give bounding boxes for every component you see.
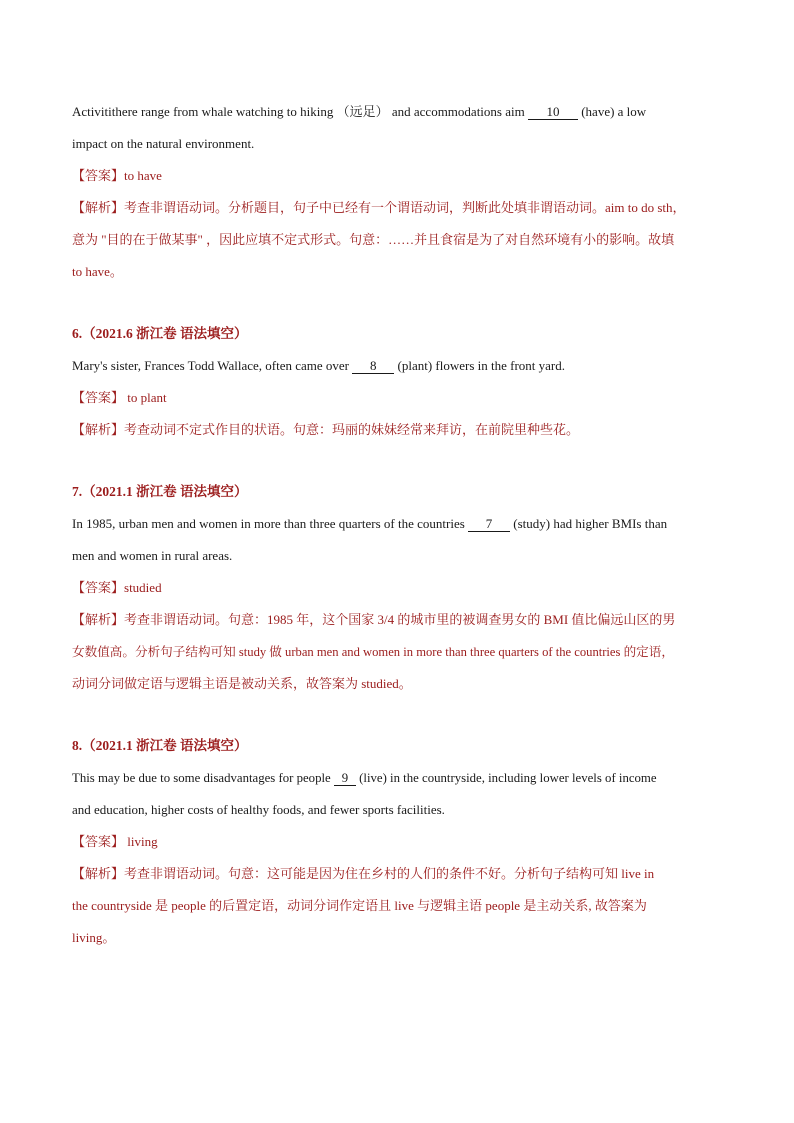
q5-analysis-3: to have。 <box>72 264 123 279</box>
q8-analysis-3: living。 <box>72 930 116 945</box>
analysis-tag: 【解析】 <box>72 422 125 437</box>
q8-analysis-2: the countryside 是 people 的后置定语，动词分词作定语且 live 与逻辑主语 people 是主动关系, 故答案为 <box>72 898 647 913</box>
q6-analysis-1 <box>72 414 724 446</box>
q8-question-line-1 <box>72 762 724 794</box>
analysis-tag: 【解析】 <box>72 612 125 627</box>
analysis-text: 考查动词不定式作目的状语。句意：玛丽的妹妹经常来拜访，在前院里种些花。 <box>124 422 580 437</box>
q8-question-line-2: and education, higher costs of healthy foods, and fewer sports facilities. <box>72 802 445 817</box>
answer-text: living <box>124 834 158 849</box>
q7-analysis-1 <box>72 604 724 636</box>
q8-text: (live) in the countryside, including lower levels of income <box>355 771 657 785</box>
q8-blank: 9 <box>334 771 356 786</box>
q7-heading: 7.（2021.1 浙江卷 语法填空） <box>72 484 248 499</box>
analysis-text: 考查非谓语动词。句意：这可能是因为住在乡村的人们的条件不好。分析句子结构可知 live in <box>124 866 655 881</box>
q8-analysis-1 <box>72 858 724 890</box>
q5-blank: 10 <box>528 105 578 120</box>
q7-analysis-2: 女数值高。分析句子结构可知 study 做 urban men and women in more than three quarters of the countries 的定语， <box>72 645 674 659</box>
q7-blank: 7 <box>468 517 510 532</box>
q5-answer <box>72 160 724 192</box>
q6-text: (plant) flowers in the front yard. <box>394 358 566 373</box>
q7-answer <box>72 572 724 604</box>
q6-answer <box>72 382 724 414</box>
q6-question-line-1 <box>72 350 724 382</box>
answer-tag: 【答案】 <box>72 168 125 183</box>
analysis-text: 考查非谓语动词。分析题目，句子中已经有一个谓语动词，判断此处填非谓语动词。aim to do sth， <box>124 200 686 215</box>
analysis-tag: 【解析】 <box>72 866 125 881</box>
q6-heading: 6.（2021.6 浙江卷 语法填空） <box>72 326 248 341</box>
analysis-tag: 【解析】 <box>72 200 125 215</box>
answer-tag: 【答案】 <box>72 580 125 595</box>
answer-text: studied <box>124 580 162 595</box>
q5-text: (have) a low <box>577 104 647 119</box>
q7-question-line-1 <box>72 508 724 540</box>
q7-analysis-3: 动词分词做定语与逻辑主语是被动关系，故答案为 studied。 <box>72 676 412 691</box>
q7-text: (study) had higher BMIs than <box>510 516 668 531</box>
q5-question-line-2: impact on the natural environment. <box>72 136 255 151</box>
q6-text: Mary's sister, Frances Todd Wallace, often came over <box>72 358 353 373</box>
q5-question-line-1 <box>72 96 724 128</box>
q8-text: This may be due to some disadvantages for people <box>72 771 334 785</box>
q8-heading: 8.（2021.1 浙江卷 语法填空） <box>72 738 248 753</box>
answer-tag: 【答案】 <box>72 834 125 849</box>
q5-analysis-1 <box>72 192 724 224</box>
answer-tag: 【答案】 <box>72 390 125 405</box>
q7-text: In 1985, urban men and women in more than three quarters of the countries <box>72 516 469 531</box>
q8-answer <box>72 826 724 858</box>
document-page <box>72 96 724 954</box>
analysis-text: 考查非谓语动词。句意：1985 年，这个国家 3/4 的城市里的被调查男女的 BMI 值比偏远山区的男 <box>124 612 676 627</box>
q5-analysis-2: 意为 "目的在于做某事" ，因此应填不定式形式。句意：……并且食宿是为了对自然环境有小的影响。故填 <box>72 232 675 247</box>
q6-blank: 8 <box>352 359 394 374</box>
answer-text: to plant <box>124 390 167 405</box>
q7-question-line-2: men and women in rural areas. <box>72 548 233 563</box>
q5-text: Activitithere range from whale watching to hiking （远足） and accommodations aim <box>72 104 528 119</box>
answer-text: to have <box>124 168 162 183</box>
